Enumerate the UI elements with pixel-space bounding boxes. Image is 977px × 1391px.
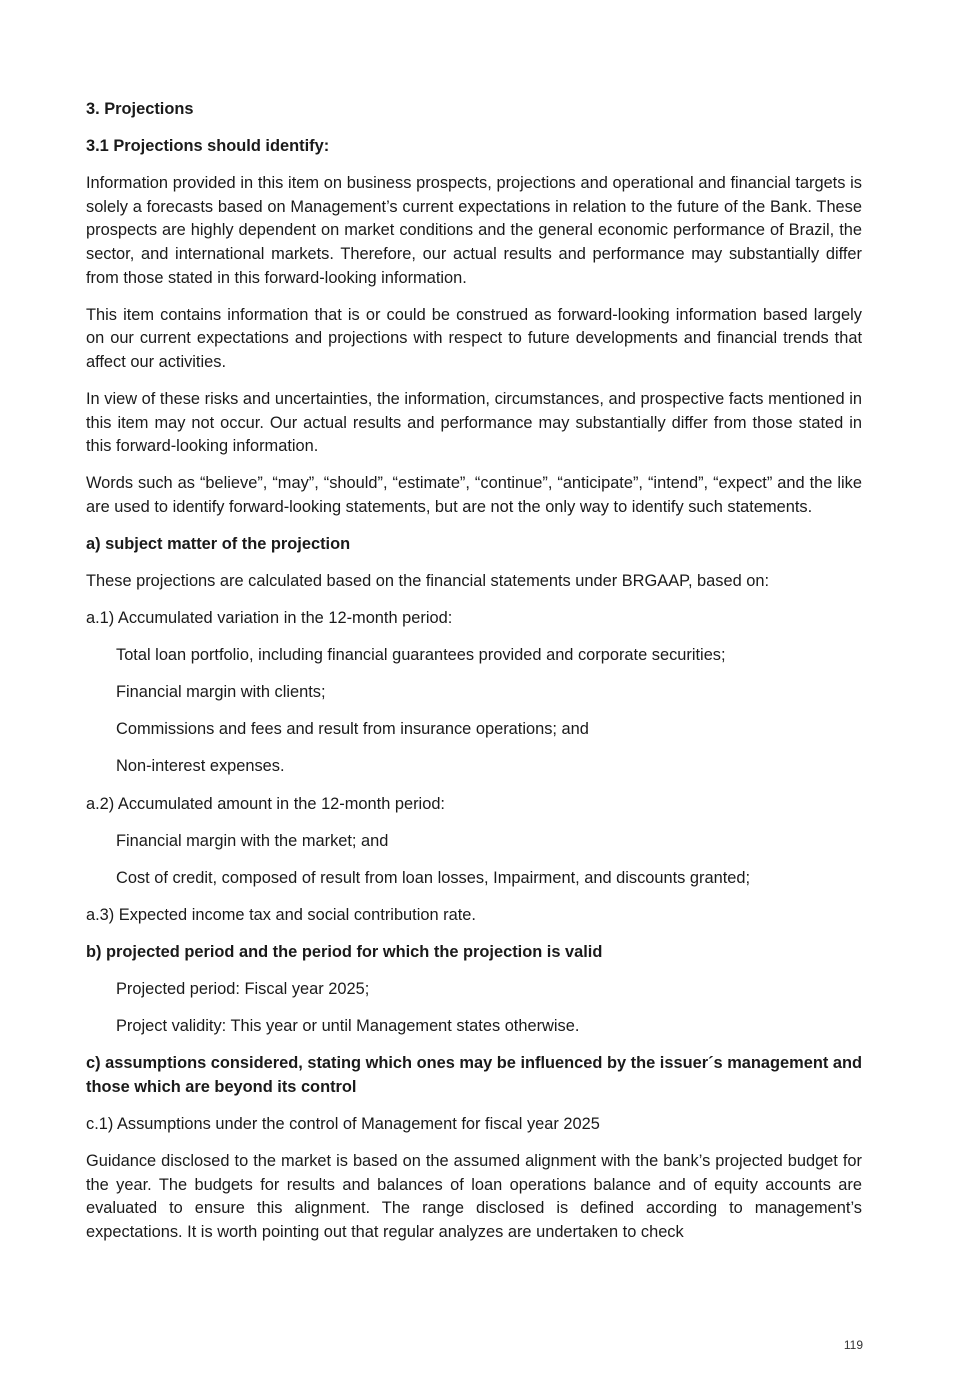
list-item: Non-interest expenses. — [116, 757, 285, 776]
paragraph: This item contains information that is or could be construed as forward-looking information based largely on our current expectations and projections with respect to future developments and financial trends that affect our activities. — [86, 305, 862, 371]
c1-label: c.1) Assumptions under the control of Management for fiscal year 2025 — [86, 1114, 600, 1133]
section-title: 3. Projections — [86, 100, 194, 118]
list-item: Projected period: Fiscal year 2025; — [116, 980, 370, 999]
list-item: Commissions and fees and result from insurance operations; and — [116, 720, 589, 739]
a1-label: a.1) Accumulated variation in the 12-month period: — [86, 609, 453, 628]
a2-label: a.2) Accumulated amount in the 12-month period: — [86, 794, 445, 813]
paragraph: Guidance disclosed to the market is based on the assumed alignment with the bank’s projected budget for the year. The budgets for results and balances of loan operations balance and of equity accounts are evaluated to ensure this alignment. The range disclosed is defined according to management’s expectations. It is worth pointing out that regular analyzes are undertaken to check — [86, 1152, 862, 1241]
page-number: 119 — [843, 1338, 863, 1352]
paragraph: In view of these risks and uncertainties, the information, circumstances, and prospective facts mentioned in this item may not occur. Our actual results and performance may substantially differ from those stated in this forward-looking information. — [86, 389, 862, 456]
document-page — [86, 98, 862, 1258]
subsection-title: 3.1 Projections should identify: — [86, 137, 330, 156]
list-item: Total loan portfolio, including financial guarantees provided and corporate securities; — [116, 646, 726, 665]
section-b-heading: b) projected period and the period for which the projection is valid — [86, 942, 603, 961]
list-item: Financial margin with the market; and — [116, 831, 389, 850]
paragraph: Information provided in this item on business prospects, projections and operational and financial targets is solely a forecasts based on Management’s current expectations in relation to the future of the Bank. These prospects are highly dependent on market conditions and the general economic performance of Brazil, the sector, and international markets. Therefore, our actual results and performance may substantially differ from those stated in this forward-looking information. — [86, 174, 862, 287]
a3-label: a.3) Expected income tax and social contribution rate. — [86, 905, 476, 924]
section-a-intro: These projections are calculated based on the financial statements under BRGAAP, based on: — [86, 572, 770, 590]
section-c-heading: c) assumptions considered, stating which ones may be influenced by the issuer´s management and those which are beyond its control — [86, 1054, 863, 1096]
list-item: Cost of credit, composed of result from loan losses, Impairment, and discounts granted; — [116, 868, 751, 887]
list-item: Financial margin with clients; — [116, 683, 326, 702]
paragraph: Words such as “believe”, “may”, “should”, “estimate”, “continue”, “anticipate”, “intend”, “expect” and the like are used to identify forward-looking statements, but are not the only way to identify such statements. — [86, 474, 862, 516]
list-item: Project validity: This year or until Management states otherwise. — [116, 1017, 580, 1036]
section-a-heading: a) subject matter of the projection — [86, 534, 351, 553]
